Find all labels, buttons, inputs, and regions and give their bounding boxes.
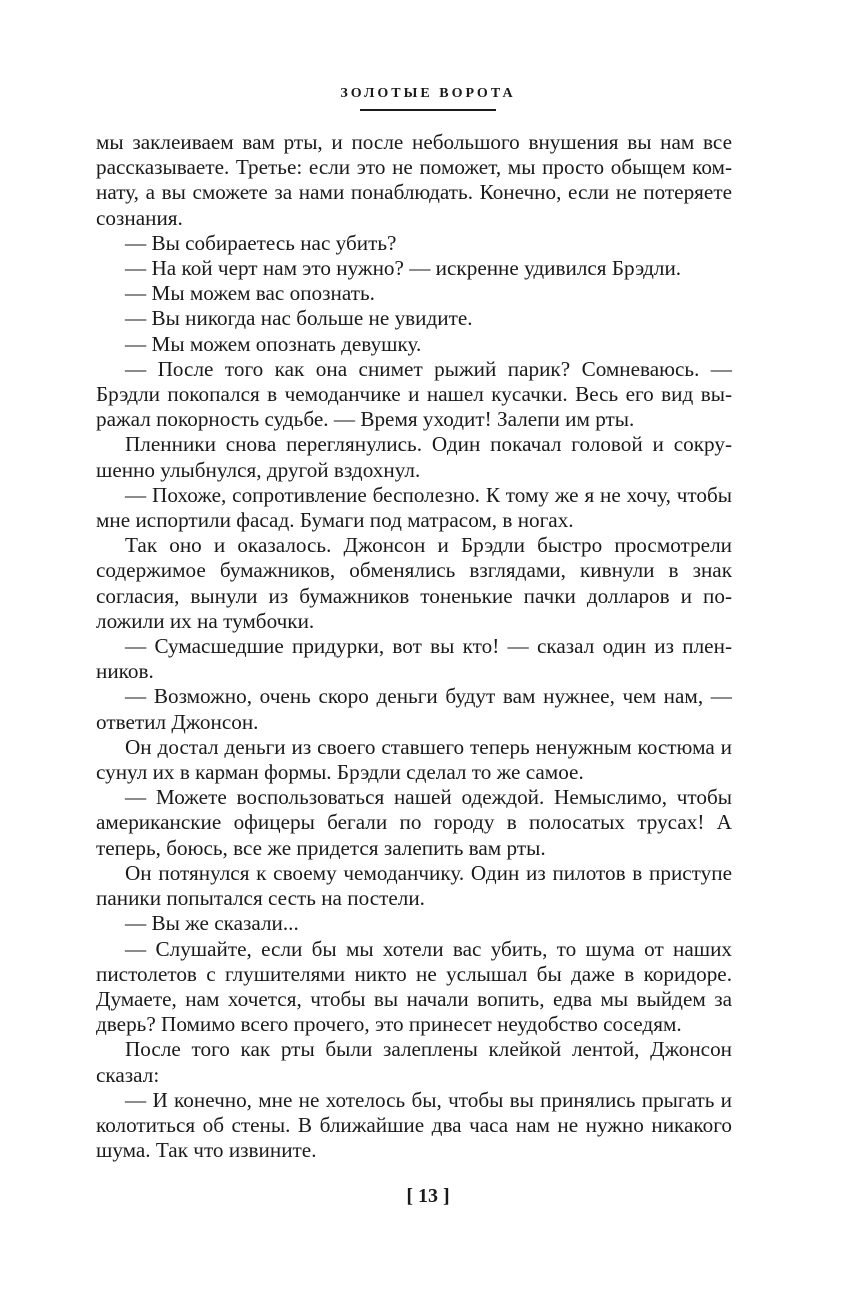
paragraph: Так оно и оказалось. Джонсон и Брэдли быстро просмотрели содержимое бумажников, обменялись взглядами, кивнули в знак согласия, вынули из бумажников тоненькие пачки долларов и положили их на тумбочки. (96, 533, 732, 633)
paragraph: — После того как она снимет рыжий парик? Сомневаюсь. — Брэдли покопался в чемоданчике и нашел кусачки. Весь его вид выражал покорность судьбе. — Время уходит! Залепи им рты. (96, 356, 732, 432)
paragraph: — И конечно, мне не хотелось бы, чтобы вы принялись прыгать и колотиться об стены. В ближайшие два часа нам не нужно никакого шума. Так что извините. (96, 1087, 732, 1163)
running-title: ЗОЛОТЫЕ ВОРОТА (340, 86, 516, 101)
paragraph: Пленники снова переглянулись. Один покачал головой и сокрушенно улыбнулся, другой вздохнул. (96, 432, 732, 482)
paragraph: — Слушайте, если бы мы хотели вас убить, то шума от наших пистолетов с глушителями никто не услышал бы даже в коридоре. Думаете, нам хочется, чтобы вы начали вопить, едва мы выйдем за дверь? Помимо всего прочего, это принесет неудобство соседям. (96, 936, 732, 1037)
paragraph: — Возможно, очень скоро деньги будут вам нужнее, чем нам, — ответил Джонсон. (96, 684, 732, 734)
page-number: [ 13 ] (406, 1185, 450, 1207)
running-header (0, 84, 856, 111)
paragraph: — Сумасшедшие придурки, вот вы кто! — сказал один из пленников. (96, 634, 732, 684)
paragraph: — Можете воспользоваться нашей одеждой. Немыслимо, чтобы американские офицеры бегали по городу в полосатых трусах! А теперь, боюсь, все же придется залепить вам рты. (96, 785, 732, 860)
paragraph: — Мы можем опознать девушку. (125, 331, 422, 356)
paragraph: мы заклеиваем вам рты, и после небольшого внушения вы нам все рассказываете. Третье: если это не поможет, мы просто обыщем комнату, а вы сможете за нами понаблюдать. Конечно, если не потеряете сознания. (96, 130, 732, 230)
paragraph: — Вы никогда нас больше не увидите. (125, 306, 473, 331)
body-text (96, 130, 732, 1163)
paragraph: — Мы можем вас опознать. (125, 281, 375, 306)
header-rule (360, 109, 496, 111)
paragraph: — На кой черт нам это нужно? — искренне удивился Брэдли. (125, 256, 682, 281)
paragraph: — Похоже, сопротивление бесполезно. К тому же я не хочу, чтобы мне испортили фасад. Бумаги под матрасом, в ногах. (96, 482, 732, 533)
paragraph: Он достал деньги из своего ставшего теперь ненужным костюма и сунул их в карман формы. Брэдли сделал то же самое. (96, 734, 732, 785)
paragraph: После того как рты были залеплены клейкой лентой, Джонсон сказал: (96, 1037, 732, 1087)
paragraph: Он потянулся к своему чемоданчику. Один из пилотов в приступе паники попытался сесть на постели. (96, 860, 732, 911)
paragraph: — Вы собираетесь нас убить? (125, 230, 397, 255)
paragraph: — Вы же сказали... (125, 911, 299, 936)
